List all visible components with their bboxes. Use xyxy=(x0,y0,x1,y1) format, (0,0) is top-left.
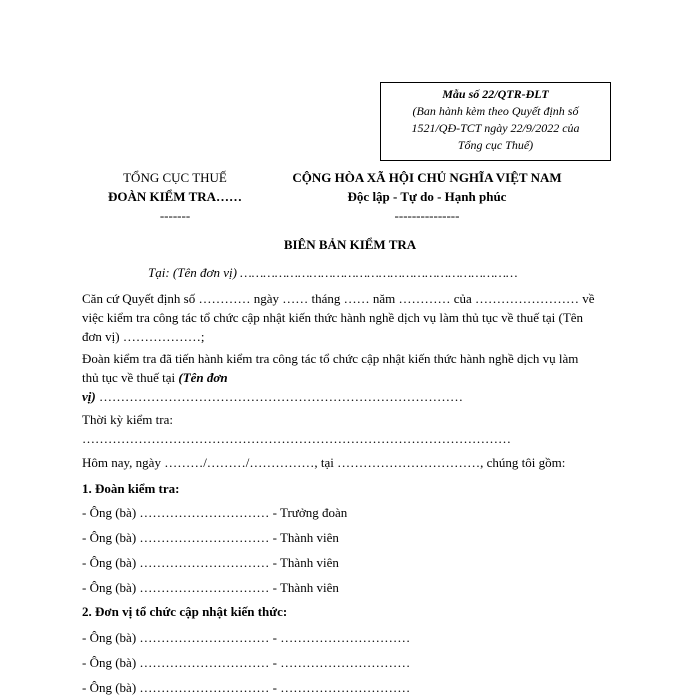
section-inspection-team-heading: 1. Đoàn kiểm tra: xyxy=(82,481,180,496)
unit-member-row: - Ông (bà) ………………………… - ………………………… xyxy=(82,680,411,695)
document-title: BIÊN BẢN KIỂM TRA xyxy=(283,237,417,252)
unit-name-placeholder: (Tên đơn xyxy=(178,370,228,385)
national-motto: Độc lập - Tự do - Hạnh phúc xyxy=(347,189,507,204)
country-name: CỘNG HÒA XÃ HỘI CHỦ NGHĨA VIỆT NAM xyxy=(292,170,562,185)
inspection-period-dots: ……………………………………………………………………………………… xyxy=(82,431,511,446)
header-right xyxy=(272,168,582,225)
legal-basis-paragraph xyxy=(82,289,602,346)
inspection-line-2-text: thủ tục về thuế tại xyxy=(82,370,179,385)
team-member-row: - Ông (bà) ………………………… - Trưởng đoàn xyxy=(82,505,348,520)
inspection-paragraph xyxy=(82,349,602,406)
legal-basis-line-3: đơn vị) ………………; xyxy=(82,329,205,344)
legal-basis-line-1: Căn cứ Quyết định số ………… ngày …… tháng …… năm ………… của …………………… về xyxy=(82,291,595,306)
team-member-row: - Ông (bà) ………………………… - Thành viên xyxy=(82,530,339,545)
unit-member-row: - Ông (bà) ………………………… - ………………………… xyxy=(82,630,411,645)
header-left-separator: ------- xyxy=(159,208,191,223)
header-right-separator: --------------- xyxy=(394,208,460,223)
form-note-line-1: (Ban hành kèm theo Quyết định số xyxy=(412,104,579,118)
inspection-line-3 xyxy=(82,387,602,406)
meeting-date-line: Hôm nay, ngày ………/………/……………, tại ……………………………, chúng tôi gồm: xyxy=(82,455,566,470)
legal-basis-line-2: việc kiểm tra công tác tổ chức cập nhật kiến thức hành nghề dịch vụ làm thủ tục về thuế tại (Tên xyxy=(82,310,584,325)
team-member-row: - Ông (bà) ………………………… - Thành viên xyxy=(82,580,339,595)
form-note-line-2: 1521/QĐ-TCT ngày 22/9/2022 của xyxy=(411,121,580,135)
unit-name-placeholder-end: vị) xyxy=(82,389,99,404)
form-number-box xyxy=(380,82,611,161)
inspection-line-2 xyxy=(82,368,602,387)
form-note-line-3: Tổng cục Thuế) xyxy=(457,138,534,152)
inspection-team-name: ĐOÀN KIỂM TRA…… xyxy=(107,189,243,204)
location-line: Tại: (Tên đơn vị) ……………………………………………………………… xyxy=(148,265,518,280)
header-left xyxy=(90,168,260,225)
inspection-line-3-dots: ………………………………………………………………………… xyxy=(98,389,463,404)
inspection-period-label: Thời kỳ kiểm tra: xyxy=(82,412,173,427)
inspection-line-1: Đoàn kiểm tra đã tiến hành kiểm tra công tác tổ chức cập nhật kiến thức hành nghề dịch vụ làm xyxy=(82,351,579,366)
unit-member-row: - Ông (bà) ………………………… - ………………………… xyxy=(82,655,411,670)
team-member-row: - Ông (bà) ………………………… - Thành viên xyxy=(82,555,339,570)
agency-name: TỔNG CỤC THUẾ xyxy=(123,170,227,185)
form-number: Mẫu số 22/QTR-ĐLT xyxy=(442,87,549,101)
section-training-unit-heading: 2. Đơn vị tổ chức cập nhật kiến thức: xyxy=(82,604,288,619)
